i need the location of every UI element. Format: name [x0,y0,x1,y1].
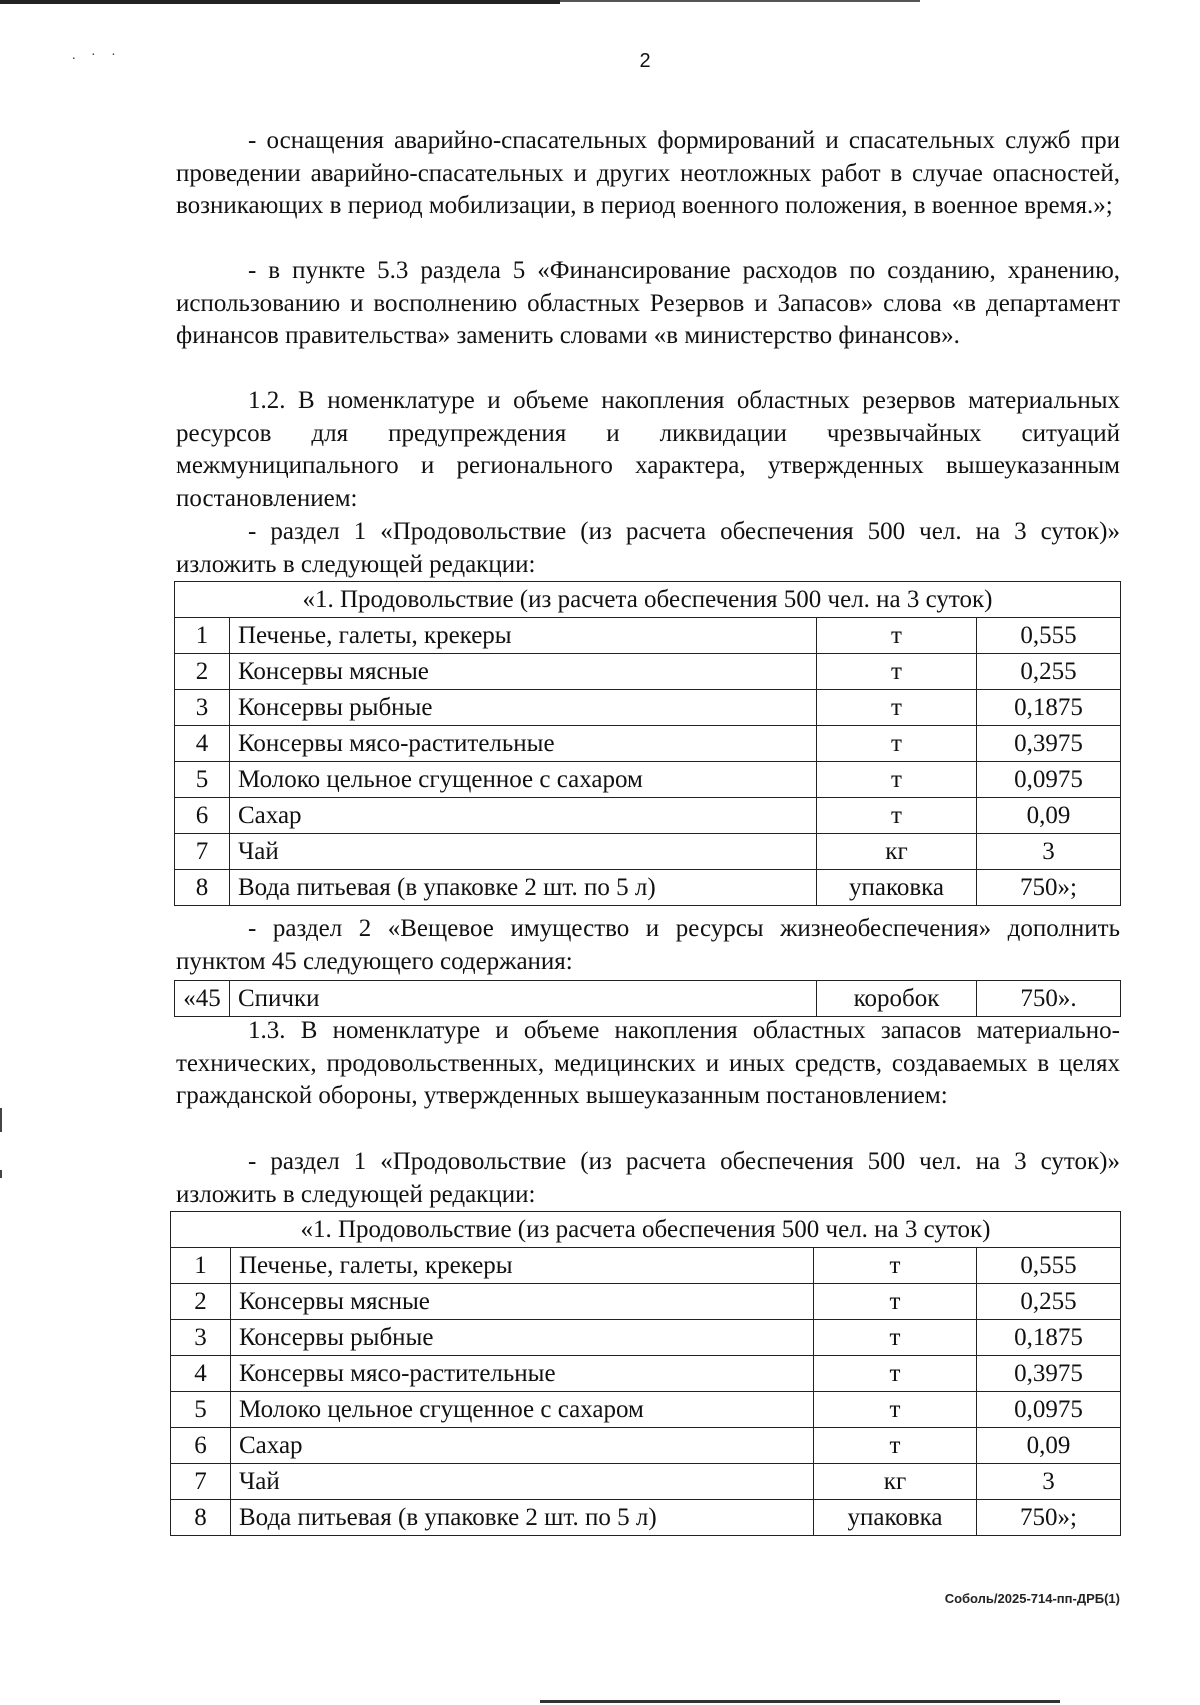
document-code: Соболь/2025-714-пп-ДРБ(1) [944,1591,1120,1606]
row-number: 3 [171,1320,231,1356]
item-unit: т [814,1356,977,1392]
item-quantity: 750». [977,981,1121,1017]
item-name: Вода питьевая (в упаковке 2 шт. по 5 л) [231,1500,814,1536]
item-unit: т [814,1284,977,1320]
table-row [175,981,1121,1017]
row-number: 6 [175,798,230,834]
table-row [171,1320,1121,1356]
item-name: Сахар [230,798,817,834]
row-number: 4 [171,1356,231,1392]
item-unit: т [817,618,977,654]
item-quantity: 0,3975 [977,726,1121,762]
table-title: «1. Продовольствие (из расчета обеспечения 500 чел. на 3 суток) [171,1212,1121,1248]
paragraph-section1-intro-a: - раздел 1 «Продовольствие (из расчета обеспечения 500 чел. на 3 суток)» изложить в следующей редакции: [176,518,1120,578]
item-name: Печенье, галеты, крекеры [231,1248,814,1284]
supplies-table [174,980,1121,1017]
table-row [171,1284,1121,1320]
item-unit: коробок [817,981,977,1017]
item-name: Чай [231,1464,814,1500]
item-unit: т [814,1320,977,1356]
item-quantity: 3 [977,834,1121,870]
item-unit: т [817,762,977,798]
item-quantity: 0,555 [977,1248,1121,1284]
item-unit: т [814,1392,977,1428]
table-row [175,618,1121,654]
food-table-2 [170,1211,1121,1536]
row-number: 4 [175,726,230,762]
item-name: Вода питьевая (в упаковке 2 шт. по 5 л) [230,870,817,906]
row-number: 8 [175,870,230,906]
table-row [175,834,1121,870]
table-row [175,798,1121,834]
item-name: Спички [230,981,817,1017]
bottom-scan-edge [540,1700,1060,1703]
item-unit: кг [814,1464,977,1500]
table-row [171,1500,1121,1536]
paragraph-1-2: 1.2. В номенклатуре и объеме накопления областных резервов материальных ресурсов для предупреждения и ликвидации чрезвычайных ситуаций межмуниципального и регионального характера, утвержденных вышеуказанным постановлением: [176,387,1120,512]
row-number: 2 [175,654,230,690]
item-quantity: 0,555 [977,618,1121,654]
table-row [175,690,1121,726]
row-number: 5 [175,762,230,798]
table-row [171,1428,1121,1464]
table-row [171,1464,1121,1500]
table-title: «1. Продовольствие (из расчета обеспечения 500 чел. на 3 суток) [175,582,1121,618]
item-quantity: 0,255 [977,1284,1121,1320]
item-quantity: 0,09 [977,798,1121,834]
row-number: 1 [175,618,230,654]
paragraph-section1-intro-b: - раздел 1 «Продовольствие (из расчета обеспечения 500 чел. на 3 суток)» изложить в следующей редакции: [176,1148,1120,1208]
row-number: 7 [175,834,230,870]
item-unit: т [814,1248,977,1284]
top-scan-edge-secondary [560,0,920,2]
item-unit: упаковка [814,1500,977,1536]
item-unit: т [817,654,977,690]
item-quantity: 0,1875 [977,690,1121,726]
item-name: Консервы мясо-растительные [230,726,817,762]
item-name: Печенье, галеты, крекеры [230,618,817,654]
table-row [175,654,1121,690]
paragraph-1-3: 1.3. В номенклатуре и объеме накопления областных запасов материально-технических, продовольственных, медицинских и иных средств, создаваемых в целях гражданской обороны, утвержденных вышеуказанным постановлением: [176,1017,1120,1109]
item-quantity: 0,0975 [977,1392,1121,1428]
row-number: 1 [171,1248,231,1284]
item-quantity: 0,3975 [977,1356,1121,1392]
paragraph-equipment: - оснащения аварийно-спасательных формирований и спасательных служб при проведении аварийно-спасательных и других неотложных работ в случае опасностей, возникающих в период мобилизации, в период военного положения, в военное время.»; [176,127,1120,219]
row-number: 8 [171,1500,231,1536]
item-name: Консервы мясные [230,654,817,690]
item-unit: упаковка [817,870,977,906]
item-unit: т [817,726,977,762]
table-row [171,1248,1121,1284]
top-scan-edge [0,0,560,4]
table-row [175,726,1121,762]
table-row [171,1392,1121,1428]
row-number: 5 [171,1392,231,1428]
page-number: 2 [639,50,651,72]
item-name: Консервы рыбные [230,690,817,726]
item-unit: т [817,690,977,726]
food-table-1 [174,581,1121,906]
item-quantity: 0,255 [977,654,1121,690]
item-unit: т [814,1428,977,1464]
table-row [175,762,1121,798]
item-quantity: 750»; [977,1500,1121,1536]
row-number: 7 [171,1464,231,1500]
scan-specks: . · · [72,48,122,63]
row-number: «45 [175,981,230,1017]
table-title-row [171,1212,1121,1248]
item-name: Консервы рыбные [231,1320,814,1356]
item-unit: кг [817,834,977,870]
item-quantity: 750»; [977,870,1121,906]
item-name: Молоко цельное сгущенное с сахаром [230,762,817,798]
item-quantity: 3 [977,1464,1121,1500]
item-quantity: 0,0975 [977,762,1121,798]
table-row [175,870,1121,906]
item-quantity: 0,09 [977,1428,1121,1464]
row-number: 2 [171,1284,231,1320]
table-title-row [175,582,1121,618]
item-name: Сахар [231,1428,814,1464]
table-row [171,1356,1121,1392]
item-name: Чай [230,834,817,870]
row-number: 6 [171,1428,231,1464]
item-quantity: 0,1875 [977,1320,1121,1356]
paragraph-financing-amendment: - в пункте 5.3 раздела 5 «Финансирование расходов по созданию, хранению, использованию и восполнению областных Резервов и Запасов» слова «в департамент финансов правительства» заменить словами «в министерство финансов». [176,257,1120,349]
margin-mark [0,1108,2,1132]
item-name: Молоко цельное сгущенное с сахаром [231,1392,814,1428]
margin-mark [0,1170,2,1178]
item-unit: т [817,798,977,834]
item-name: Консервы мясные [231,1284,814,1320]
row-number: 3 [175,690,230,726]
item-name: Консервы мясо-растительные [231,1356,814,1392]
paragraph-section2-intro: - раздел 2 «Вещевое имущество и ресурсы жизнеобеспечения» дополнить пунктом 45 следующего содержания: [176,915,1120,975]
